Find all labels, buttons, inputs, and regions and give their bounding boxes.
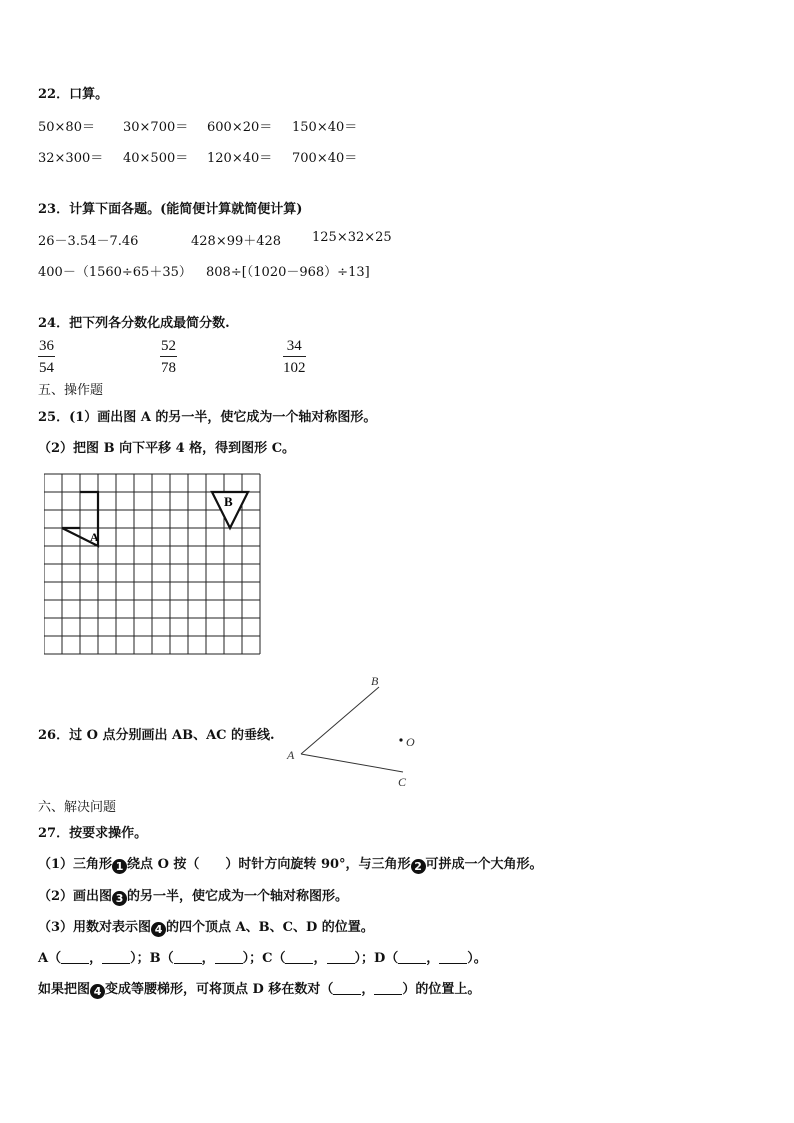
q23-item: 808÷[（1020－968）÷13] bbox=[206, 265, 370, 280]
section-five-heading: 五、操作题 bbox=[38, 383, 104, 398]
point-o bbox=[399, 738, 402, 741]
label-b: B bbox=[371, 674, 379, 688]
q25-grid-figure bbox=[44, 470, 270, 656]
q22-item: 150×40＝ bbox=[292, 120, 358, 135]
answer-blank[interactable] bbox=[398, 951, 426, 964]
coord-comma: ， bbox=[201, 951, 215, 966]
circled-number-3: 3 bbox=[112, 891, 127, 906]
q27-trapezoid-line bbox=[38, 978, 480, 999]
fraction-numerator: 34 bbox=[283, 337, 306, 357]
coord-label: ）；C（ bbox=[242, 951, 286, 966]
label-a: A bbox=[287, 748, 295, 762]
shape-b-label: B bbox=[224, 494, 233, 509]
q27-step1-text: （1）三角形 bbox=[38, 857, 113, 872]
fraction bbox=[160, 337, 177, 377]
answer-blank[interactable] bbox=[174, 951, 202, 964]
coord-label: A（ bbox=[38, 951, 62, 966]
label-o: O bbox=[406, 735, 415, 749]
q27-step3-text: 的四个顶点 A、B、C、D 的位置。 bbox=[166, 920, 374, 935]
circled-number-1: 1 bbox=[112, 859, 127, 874]
q27-step2-text: 的另一半，使它成为一个轴对称图形。 bbox=[127, 889, 349, 904]
answer-blank[interactable] bbox=[102, 951, 130, 964]
coord-label: ）；B（ bbox=[130, 951, 174, 966]
q23-item: 400－（1560÷65＋35） bbox=[38, 265, 192, 280]
q22-title: 22．口算。 bbox=[38, 87, 109, 102]
circled-number-4: 4 bbox=[151, 922, 166, 937]
q22-item: 600×20＝ bbox=[207, 120, 273, 135]
q27-step1-text: 可拼成一个大角形。 bbox=[425, 857, 543, 872]
q26-text: 26．过 O 点分别画出 AB、AC 的垂线. bbox=[38, 728, 275, 743]
answer-blank[interactable] bbox=[215, 951, 243, 964]
fraction bbox=[38, 337, 55, 377]
fraction-numerator: 52 bbox=[160, 337, 177, 357]
q27-step2 bbox=[38, 885, 348, 906]
q27-trapezoid-text: ）的位置上。 bbox=[402, 982, 481, 997]
q23-item: 428×99＋428 bbox=[191, 234, 282, 249]
q27-step3-text: （3）用数对表示图 bbox=[38, 920, 152, 935]
coord-comma: ， bbox=[313, 951, 327, 966]
coord-label: ）；D（ bbox=[354, 951, 399, 966]
circled-number-2: 2 bbox=[411, 859, 426, 874]
fraction-numerator: 36 bbox=[38, 337, 55, 357]
answer-blank[interactable] bbox=[285, 951, 313, 964]
q24-title: 24．把下列各分数化成最简分数. bbox=[38, 316, 230, 331]
q22-item: 30×700＝ bbox=[123, 120, 189, 135]
answer-blank[interactable] bbox=[333, 982, 361, 995]
fraction-denominator: 102 bbox=[283, 360, 306, 376]
q26-angle-figure bbox=[282, 670, 432, 795]
q22-item: 50×80＝ bbox=[38, 120, 95, 135]
q23-title: 23．计算下面各题。(能简便计算就简便计算) bbox=[38, 202, 303, 217]
coord-comma: ， bbox=[89, 951, 103, 966]
q27-trapezoid-text: 如果把图 bbox=[38, 982, 91, 997]
q27-trapezoid-text: 变成等腰梯形，可将顶点 D 移在数对（ bbox=[105, 982, 334, 997]
circled-number-4: 4 bbox=[90, 984, 105, 999]
fraction-denominator: 54 bbox=[39, 360, 54, 376]
answer-blank[interactable] bbox=[374, 982, 402, 995]
coord-comma: ， bbox=[426, 951, 440, 966]
q22-item: 32×300＝ bbox=[38, 151, 104, 166]
shape-a-label: A bbox=[90, 530, 99, 544]
label-c: C bbox=[398, 775, 407, 789]
q23-item: 125×32×25 bbox=[312, 230, 392, 245]
q22-item: 120×40＝ bbox=[207, 151, 273, 166]
answer-blank[interactable] bbox=[327, 951, 355, 964]
q27-step3 bbox=[38, 916, 374, 937]
q25-line2: （2）把图 B 向下平移 4 格，得到图形 C。 bbox=[38, 441, 296, 456]
fraction-denominator: 78 bbox=[161, 360, 176, 376]
q27-step2-text: （2）画出图 bbox=[38, 889, 113, 904]
section-six-heading: 六、解决问题 bbox=[38, 800, 117, 815]
q27-coordinates-line bbox=[38, 947, 487, 966]
q22-item: 700×40＝ bbox=[292, 151, 358, 166]
q23-item: 26－3.54－7.46 bbox=[38, 234, 139, 249]
q22-item: 40×500＝ bbox=[123, 151, 189, 166]
q27-step1-text: 绕点 O 按（ ）时针方向旋转 90°，与三角形 bbox=[127, 857, 411, 872]
answer-blank[interactable] bbox=[439, 951, 467, 964]
coord-close: ）。 bbox=[467, 951, 487, 966]
q27-title: 27．按要求操作。 bbox=[38, 826, 148, 841]
ray-ac bbox=[301, 754, 403, 772]
answer-blank[interactable] bbox=[61, 951, 89, 964]
q25-line1: 25．(1）画出图 A 的另一半，使它成为一个轴对称图形。 bbox=[38, 410, 377, 425]
q27-step1 bbox=[38, 853, 543, 874]
ray-ab bbox=[301, 687, 379, 754]
fraction bbox=[283, 337, 306, 377]
coord-comma: ， bbox=[361, 982, 375, 997]
